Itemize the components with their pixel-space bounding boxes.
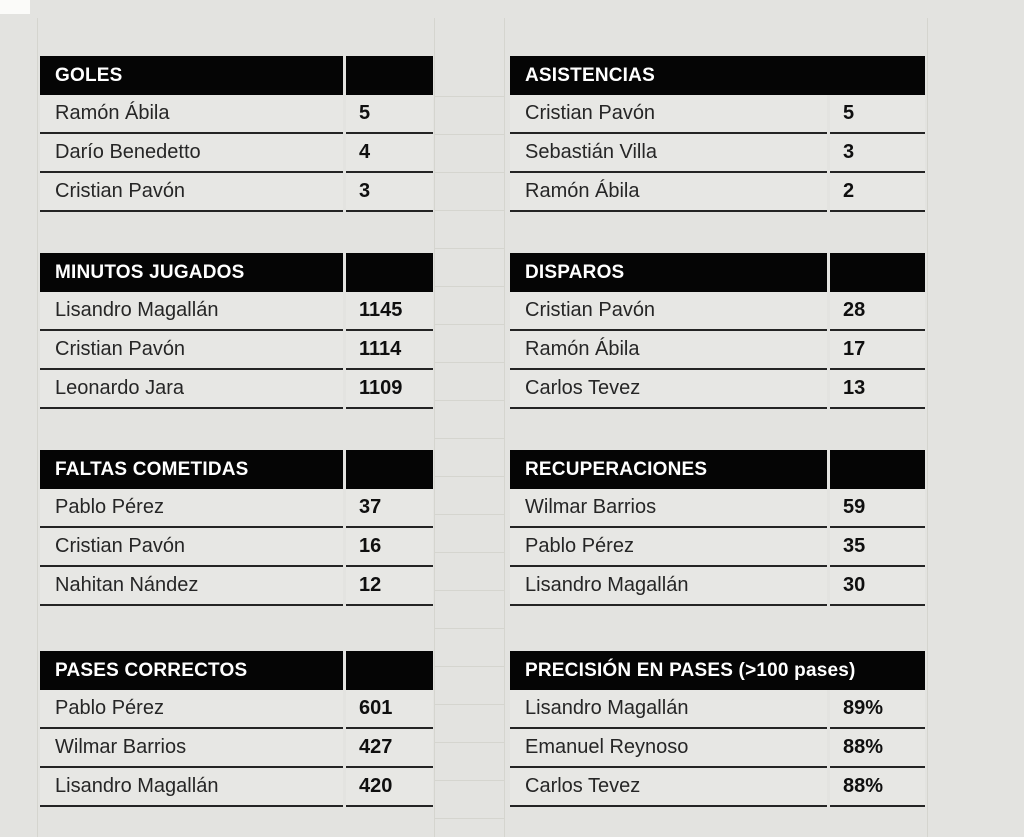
player-name: Cristian Pavón [55, 180, 186, 202]
header-value-cell [830, 450, 925, 489]
header-value-cell [830, 253, 925, 292]
gridline-vertical [927, 18, 928, 837]
stat-value: 427 [359, 736, 393, 758]
stat-value-cell [346, 134, 433, 173]
table-title: ASISTENCIAS [525, 65, 655, 86]
player-name: Lisandro Magallán [525, 574, 689, 596]
table-row [40, 95, 433, 134]
table-row [510, 134, 925, 173]
stat-value: 3 [359, 180, 371, 202]
stat-value-cell [830, 292, 925, 331]
stat-value: 420 [359, 775, 393, 797]
player-name: Lisandro Magallán [55, 775, 219, 797]
player-name-cell [40, 528, 343, 567]
player-name: Cristian Pavón [55, 338, 186, 360]
player-name-cell [510, 331, 827, 370]
table-row [40, 292, 433, 331]
table-row [510, 95, 925, 134]
stat-value-cell [830, 729, 925, 768]
player-name-cell [40, 489, 343, 528]
player-name-cell [40, 690, 343, 729]
stat-value: 1109 [359, 377, 403, 399]
stat-table-rows [40, 292, 433, 409]
gridline-gutter [435, 59, 504, 837]
stat-value: 59 [843, 496, 866, 518]
table-title: MINUTOS JUGADOS [55, 262, 245, 283]
player-name: Ramón Ábila [525, 180, 640, 202]
stat-value-cell [830, 567, 925, 606]
stat-value: 28 [843, 299, 866, 321]
player-name: Cristian Pavón [525, 299, 656, 321]
player-name-cell [40, 729, 343, 768]
stat-table-header [40, 651, 433, 690]
player-name-cell [510, 370, 827, 409]
stat-value: 13 [843, 377, 866, 399]
stat-value-cell [830, 134, 925, 173]
stat-value-cell [346, 331, 433, 370]
player-name: Ramón Ábila [55, 102, 170, 124]
table-title: DISPAROS [525, 262, 625, 283]
table-row [40, 173, 433, 212]
stat-value: 2 [843, 180, 855, 202]
stat-table-rows [40, 489, 433, 606]
table-row [40, 729, 433, 768]
stat-value-cell [346, 768, 433, 807]
table-row [40, 528, 433, 567]
stat-value: 35 [843, 535, 866, 557]
table-title: GOLES [55, 65, 123, 86]
table-title: PRECISIÓN EN PASES (>100 pases) [525, 660, 856, 681]
table-title: RECUPERACIONES [525, 459, 708, 480]
player-name-cell [40, 567, 343, 606]
table-row [40, 134, 433, 173]
stat-value-cell [346, 528, 433, 567]
stat-value: 601 [359, 697, 393, 719]
header-title-cell [40, 450, 343, 489]
table-title: FALTAS COMETIDAS [55, 459, 249, 480]
stat-table [510, 56, 925, 212]
player-name: Cristian Pavón [525, 102, 656, 124]
player-name-cell [40, 331, 343, 370]
header-title-cell [510, 450, 827, 489]
stat-value-cell [346, 567, 433, 606]
stat-table-rows [510, 690, 925, 807]
table-row [510, 370, 925, 409]
header-value-cell [346, 450, 433, 489]
gridline-vertical [37, 18, 38, 837]
stat-value-cell [830, 95, 925, 134]
stat-table-header [40, 56, 433, 95]
player-name-cell [510, 690, 827, 729]
table-row [40, 567, 433, 606]
stat-table [40, 651, 433, 807]
player-name: Cristian Pavón [55, 535, 186, 557]
stat-table-header [510, 651, 925, 690]
table-row [510, 489, 925, 528]
stat-value-cell [346, 690, 433, 729]
player-name-cell [510, 528, 827, 567]
header-title-cell [40, 253, 343, 292]
player-name-cell [510, 134, 827, 173]
table-row [40, 370, 433, 409]
stat-table-header [40, 450, 433, 489]
stat-value-cell [346, 729, 433, 768]
player-name-cell [40, 292, 343, 331]
stat-value: 17 [843, 338, 866, 360]
corner-patch [0, 0, 30, 14]
player-name: Wilmar Barrios [55, 736, 187, 758]
stat-value: 1145 [359, 299, 403, 321]
player-name-cell [510, 173, 827, 212]
player-name: Carlos Tevez [525, 377, 641, 399]
stat-value-cell [830, 489, 925, 528]
stat-table-rows [510, 489, 925, 606]
player-name: Sebastián Villa [525, 141, 657, 163]
player-name: Pablo Pérez [525, 535, 634, 557]
player-name: Leonardo Jara [55, 377, 184, 399]
player-name-cell [510, 292, 827, 331]
player-name-cell [510, 489, 827, 528]
header-value-cell [346, 56, 433, 95]
table-row [510, 528, 925, 567]
stat-value-cell [346, 292, 433, 331]
stat-value: 88% [843, 775, 884, 797]
stat-value: 4 [359, 141, 371, 163]
header-value-cell [346, 253, 433, 292]
stat-table-rows [40, 95, 433, 212]
stat-value-cell [346, 489, 433, 528]
stat-value: 30 [843, 574, 866, 596]
player-name-cell [40, 134, 343, 173]
stat-table-header [510, 450, 925, 489]
player-name-cell [40, 95, 343, 134]
stat-value: 88% [843, 736, 884, 758]
stat-value-cell [346, 95, 433, 134]
stat-value: 1114 [359, 338, 402, 360]
stat-value: 12 [359, 574, 382, 596]
gridline-vertical [504, 18, 505, 837]
stat-table [40, 56, 433, 212]
stat-value-cell [830, 768, 925, 807]
player-name: Wilmar Barrios [525, 496, 657, 518]
table-title: PASES CORRECTOS [55, 660, 248, 681]
player-name-cell [40, 173, 343, 212]
header-value-cell [346, 651, 433, 690]
header-title-cell [510, 56, 925, 95]
stat-value: 5 [843, 102, 855, 124]
player-name: Emanuel Reynoso [525, 736, 689, 758]
player-name-cell [510, 768, 827, 807]
table-row [510, 729, 925, 768]
stat-table-rows [40, 690, 433, 807]
stat-value-cell [830, 370, 925, 409]
stat-value: 37 [359, 496, 382, 518]
table-row [510, 173, 925, 212]
stat-table [510, 253, 925, 409]
table-row [510, 690, 925, 729]
stat-table-header [40, 253, 433, 292]
stat-table-header [510, 253, 925, 292]
stat-value-cell [346, 370, 433, 409]
stat-value: 16 [359, 535, 382, 557]
player-name: Carlos Tevez [525, 775, 641, 797]
table-row [40, 489, 433, 528]
stat-value: 89% [843, 697, 884, 719]
stat-table-header [510, 56, 925, 95]
player-name-cell [510, 567, 827, 606]
stat-value-cell [830, 690, 925, 729]
player-name: Lisandro Magallán [525, 697, 689, 719]
header-title-cell [510, 253, 827, 292]
player-name-cell [510, 729, 827, 768]
stat-value-cell [830, 528, 925, 567]
table-row [510, 567, 925, 606]
player-name: Darío Benedetto [55, 141, 201, 163]
table-row [40, 768, 433, 807]
table-row [510, 331, 925, 370]
stat-table [40, 253, 433, 409]
table-row [40, 331, 433, 370]
player-name: Ramón Ábila [525, 338, 640, 360]
stat-table [40, 450, 433, 606]
header-title-cell [40, 56, 343, 95]
stat-value-cell [830, 173, 925, 212]
stat-table [510, 450, 925, 606]
stat-value: 5 [359, 102, 371, 124]
stat-table-rows [510, 292, 925, 409]
player-name-cell [40, 370, 343, 409]
stat-value: 3 [843, 141, 855, 163]
table-row [40, 690, 433, 729]
stat-value-cell [830, 331, 925, 370]
player-name-cell [510, 95, 827, 134]
stat-table [510, 651, 925, 807]
table-row [510, 292, 925, 331]
table-row [510, 768, 925, 807]
player-name: Nahitan Nández [55, 574, 199, 596]
player-name: Lisandro Magallán [55, 299, 219, 321]
player-name: Pablo Pérez [55, 697, 164, 719]
player-name: Pablo Pérez [55, 496, 164, 518]
player-name-cell [40, 768, 343, 807]
stat-value-cell [346, 173, 433, 212]
stat-table-rows [510, 95, 925, 212]
header-title-cell [40, 651, 343, 690]
header-title-cell [510, 651, 925, 690]
